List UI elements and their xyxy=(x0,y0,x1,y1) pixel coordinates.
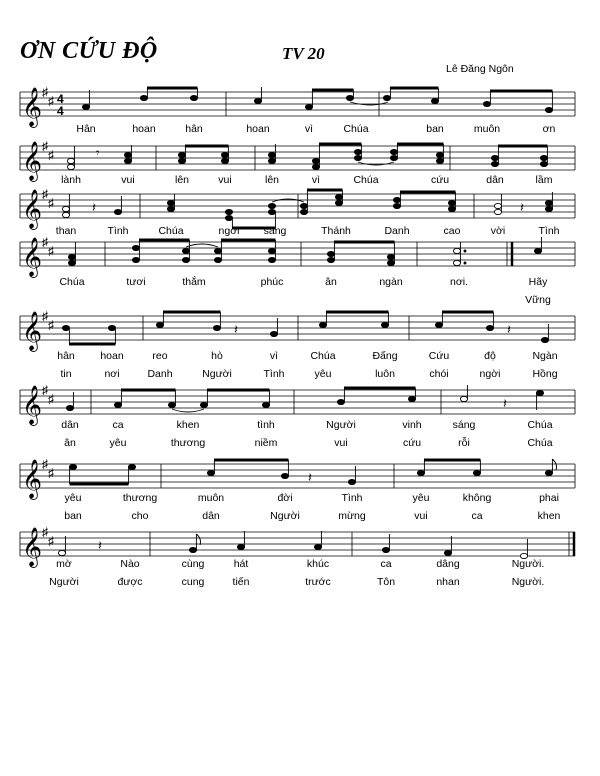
lyric-syllable: Chúa xyxy=(158,225,184,237)
lyric-syllable: Hân xyxy=(76,123,96,135)
lyric-syllable: không xyxy=(462,492,492,504)
lyric-syllable: muôn xyxy=(473,123,501,135)
notes xyxy=(68,237,541,266)
lyric-syllable: vời xyxy=(490,225,506,237)
composer-name: Lê Đăng Ngôn xyxy=(446,63,514,75)
key-signature-sharp-icon: ♯ xyxy=(42,525,48,539)
lyric-syllable: yêu xyxy=(314,368,332,380)
lyric-syllable: dân xyxy=(61,419,79,431)
lyric-syllable: hoan xyxy=(100,350,124,362)
treble-clef-icon: 𝄞 xyxy=(22,87,43,127)
lyric-syllable: reo xyxy=(152,350,168,362)
lyric-syllable: khen xyxy=(176,419,200,431)
lyric-syllable: trước xyxy=(305,576,331,588)
lyric-syllable: phúc xyxy=(260,276,284,288)
lyric-syllable: cứu xyxy=(430,174,450,186)
lyric-syllable: hoan xyxy=(246,123,270,135)
lyric-syllable: yêu xyxy=(412,492,430,504)
key-signature-sharp-icon: ♯ xyxy=(42,457,48,471)
staff-system-3 xyxy=(0,188,600,234)
lyric-syllable: Chúa xyxy=(343,123,369,135)
lyric-syllable: Tôn xyxy=(376,576,396,588)
lyric-syllable: độ xyxy=(484,350,496,362)
lyric-syllable: ơn xyxy=(542,123,556,135)
key-signature-sharp-icon: ♯ xyxy=(48,392,54,406)
key-signature-sharp-icon: ♯ xyxy=(48,466,54,480)
song-title: ƠN CỨU ĐỘ xyxy=(20,38,158,64)
song-subtitle: TV 20 xyxy=(282,44,325,63)
lyric-syllable: Ngàn xyxy=(532,350,558,362)
lyric-syllable: lầm xyxy=(535,174,553,186)
lyric-syllable: than xyxy=(55,225,77,237)
lyric-syllable: luôn xyxy=(375,368,395,380)
lyric-syllable: yêu xyxy=(64,492,82,504)
lyric-syllable: vì xyxy=(304,123,314,135)
lyric-syllable: nhan xyxy=(436,576,460,588)
lyric-syllable: ngời xyxy=(479,368,501,380)
lyric-syllable: dân xyxy=(202,510,220,522)
lyric-syllable: Người. xyxy=(511,558,545,570)
key-signature-sharp-icon: ♯ xyxy=(48,244,54,258)
lyric-syllable: vui xyxy=(334,437,348,449)
notes xyxy=(82,87,552,113)
lyric-syllable: khúc xyxy=(306,558,330,570)
lyric-syllable: Chúa xyxy=(527,419,553,431)
lyric-syllable: thương xyxy=(170,437,206,449)
lyric-syllable: Tình xyxy=(538,225,560,237)
lyric-syllable: đời xyxy=(277,492,293,504)
lyric-syllable: nơi. xyxy=(450,276,468,288)
notes xyxy=(58,531,527,559)
key-signature-sharp-icon: ♯ xyxy=(42,139,48,153)
key-signature-sharp-icon: ♯ xyxy=(48,94,54,108)
key-signature-sharp-icon: ♯ xyxy=(42,309,48,323)
svg-text:𝄽: 𝄽 xyxy=(234,322,238,337)
staff-lines xyxy=(20,532,575,556)
key-signature-sharp-icon: ♯ xyxy=(48,534,54,548)
svg-text:𝄽: 𝄽 xyxy=(92,200,96,215)
lyric-syllable: Hồng xyxy=(532,368,558,380)
key-signature-sharp-icon: ♯ xyxy=(48,196,54,210)
lyric-syllable: vui xyxy=(121,174,135,186)
lyric-syllable: Người xyxy=(202,368,232,380)
key-signature-sharp-icon: ♯ xyxy=(42,235,48,249)
lyric-syllable: thắm xyxy=(182,276,206,288)
lyric-syllable: ca xyxy=(380,558,392,570)
lyric-syllable: Người xyxy=(270,510,300,522)
lyric-syllable: hân xyxy=(57,350,75,362)
svg-text:𝄽: 𝄽 xyxy=(520,200,524,215)
lyric-syllable: hát xyxy=(233,558,249,570)
lyric-syllable: tình xyxy=(257,419,275,431)
lyric-syllable: lên xyxy=(174,174,190,186)
notes xyxy=(67,144,547,170)
lyric-syllable: cùng xyxy=(181,558,205,570)
staff-system-7 xyxy=(0,458,600,504)
lyric-syllable: Hãy xyxy=(528,276,548,288)
lyric-syllable: nơi xyxy=(104,368,120,380)
lyric-syllable: cung xyxy=(181,576,205,588)
notes xyxy=(69,459,556,485)
lyric-syllable: Chúa xyxy=(353,174,379,186)
lyric-syllable: lành xyxy=(61,174,81,186)
treble-clef-icon: 𝄞 xyxy=(22,311,43,351)
svg-text:𝄽: 𝄽 xyxy=(503,396,507,411)
lyric-syllable: ân xyxy=(325,276,337,288)
svg-text:𝄽: 𝄽 xyxy=(98,538,102,553)
lyric-syllable: Danh xyxy=(147,368,173,380)
treble-clef-icon: 𝄞 xyxy=(22,189,43,229)
svg-text:𝄾: 𝄾 xyxy=(96,145,100,160)
lyric-syllable: mờ xyxy=(56,558,72,570)
lyric-syllable: Người. xyxy=(511,576,545,588)
treble-clef-icon: 𝄞 xyxy=(22,141,43,181)
lyric-syllable: vì xyxy=(269,350,279,362)
lyric-syllable: ban xyxy=(426,123,444,135)
lyric-syllable: Tình xyxy=(341,492,363,504)
staff-system-5 xyxy=(0,310,600,356)
key-signature-sharp-icon: ♯ xyxy=(48,148,54,162)
key-signature-sharp-icon: ♯ xyxy=(42,85,48,99)
lyric-syllable: tiến xyxy=(232,576,250,588)
time-signature-icon: 4 xyxy=(57,92,64,106)
staff-lines xyxy=(20,390,575,414)
lyric-syllable: Chúa xyxy=(527,437,553,449)
lyric-syllable: dâng xyxy=(436,558,460,570)
lyric-syllable: mừng xyxy=(338,510,366,522)
lyric-syllable: tin xyxy=(60,368,72,380)
lyric-syllable: lên xyxy=(264,174,280,186)
lyric-syllable: cho xyxy=(131,510,149,522)
treble-clef-icon: 𝄞 xyxy=(22,385,43,425)
lyric-syllable: Người xyxy=(326,419,356,431)
key-signature-sharp-icon: ♯ xyxy=(48,318,54,332)
staff-system-8 xyxy=(0,526,600,572)
lyric-syllable: Tình xyxy=(107,225,129,237)
lyric-syllable: cao xyxy=(443,225,461,237)
staff-lines xyxy=(20,242,575,266)
lyric-syllable: khen xyxy=(537,510,561,522)
lyric-syllable: sáng xyxy=(263,225,287,237)
lyric-syllable: rỗi xyxy=(458,437,470,449)
lyric-syllable: ca xyxy=(112,419,124,431)
lyric-syllable: hân xyxy=(185,123,203,135)
lyric-syllable: Chúa xyxy=(310,350,336,362)
lyric-syllable: Tình xyxy=(263,368,285,380)
staff-system-2 xyxy=(0,140,600,186)
lyric-syllable: ban xyxy=(64,510,82,522)
lyric-syllable: niềm xyxy=(254,437,278,449)
svg-text:𝄽: 𝄽 xyxy=(507,322,511,337)
lyric-syllable: Nào xyxy=(120,558,140,570)
lyric-syllable: hò xyxy=(211,350,223,362)
lyric-syllable: vui xyxy=(218,174,232,186)
notes xyxy=(62,190,552,228)
treble-clef-icon: 𝄞 xyxy=(22,459,43,499)
lyric-syllable: được xyxy=(117,576,143,588)
treble-clef-icon: 𝄞 xyxy=(22,237,43,277)
lyric-syllable: vì xyxy=(311,174,321,186)
lyric-syllable: vui xyxy=(414,510,428,522)
lyric-syllable: ngàn xyxy=(379,276,403,288)
lyric-syllable: hoan xyxy=(132,123,156,135)
treble-clef-icon: 𝄞 xyxy=(22,527,43,567)
lyric-syllable: ngời xyxy=(218,225,240,237)
lyric-syllable: Cứu xyxy=(428,350,450,362)
lyric-syllable: thương xyxy=(122,492,158,504)
lyric-syllable: phai xyxy=(539,492,559,504)
lyric-syllable: sáng xyxy=(452,419,476,431)
time-signature-icon: 4 xyxy=(57,104,64,118)
svg-text:𝄽: 𝄽 xyxy=(308,470,312,485)
lyric-syllable: muôn xyxy=(197,492,225,504)
lyric-syllable: tươi xyxy=(126,276,146,288)
lyric-syllable: Chúa xyxy=(59,276,85,288)
staff-system-4 xyxy=(0,236,600,282)
lyric-syllable: Đấng xyxy=(372,350,398,362)
lyric-syllable: Danh xyxy=(384,225,410,237)
lyric-syllable: dân xyxy=(486,174,504,186)
key-signature-sharp-icon: ♯ xyxy=(42,383,48,397)
staff-lines xyxy=(20,92,575,116)
lyric-syllable: ân xyxy=(64,437,76,449)
lyric-syllable: Vững xyxy=(525,294,551,306)
staff-lines xyxy=(20,194,575,218)
lyric-syllable: yêu xyxy=(109,437,127,449)
lyric-syllable: Thánh xyxy=(321,225,351,237)
lyric-syllable: vinh xyxy=(402,419,422,431)
lyric-syllable: ca xyxy=(471,510,483,522)
staff-system-6 xyxy=(0,384,600,430)
lyric-syllable: cứu xyxy=(402,437,422,449)
lyric-syllable: chói xyxy=(429,368,449,380)
key-signature-sharp-icon: ♯ xyxy=(42,187,48,201)
lyric-syllable: Người xyxy=(49,576,79,588)
